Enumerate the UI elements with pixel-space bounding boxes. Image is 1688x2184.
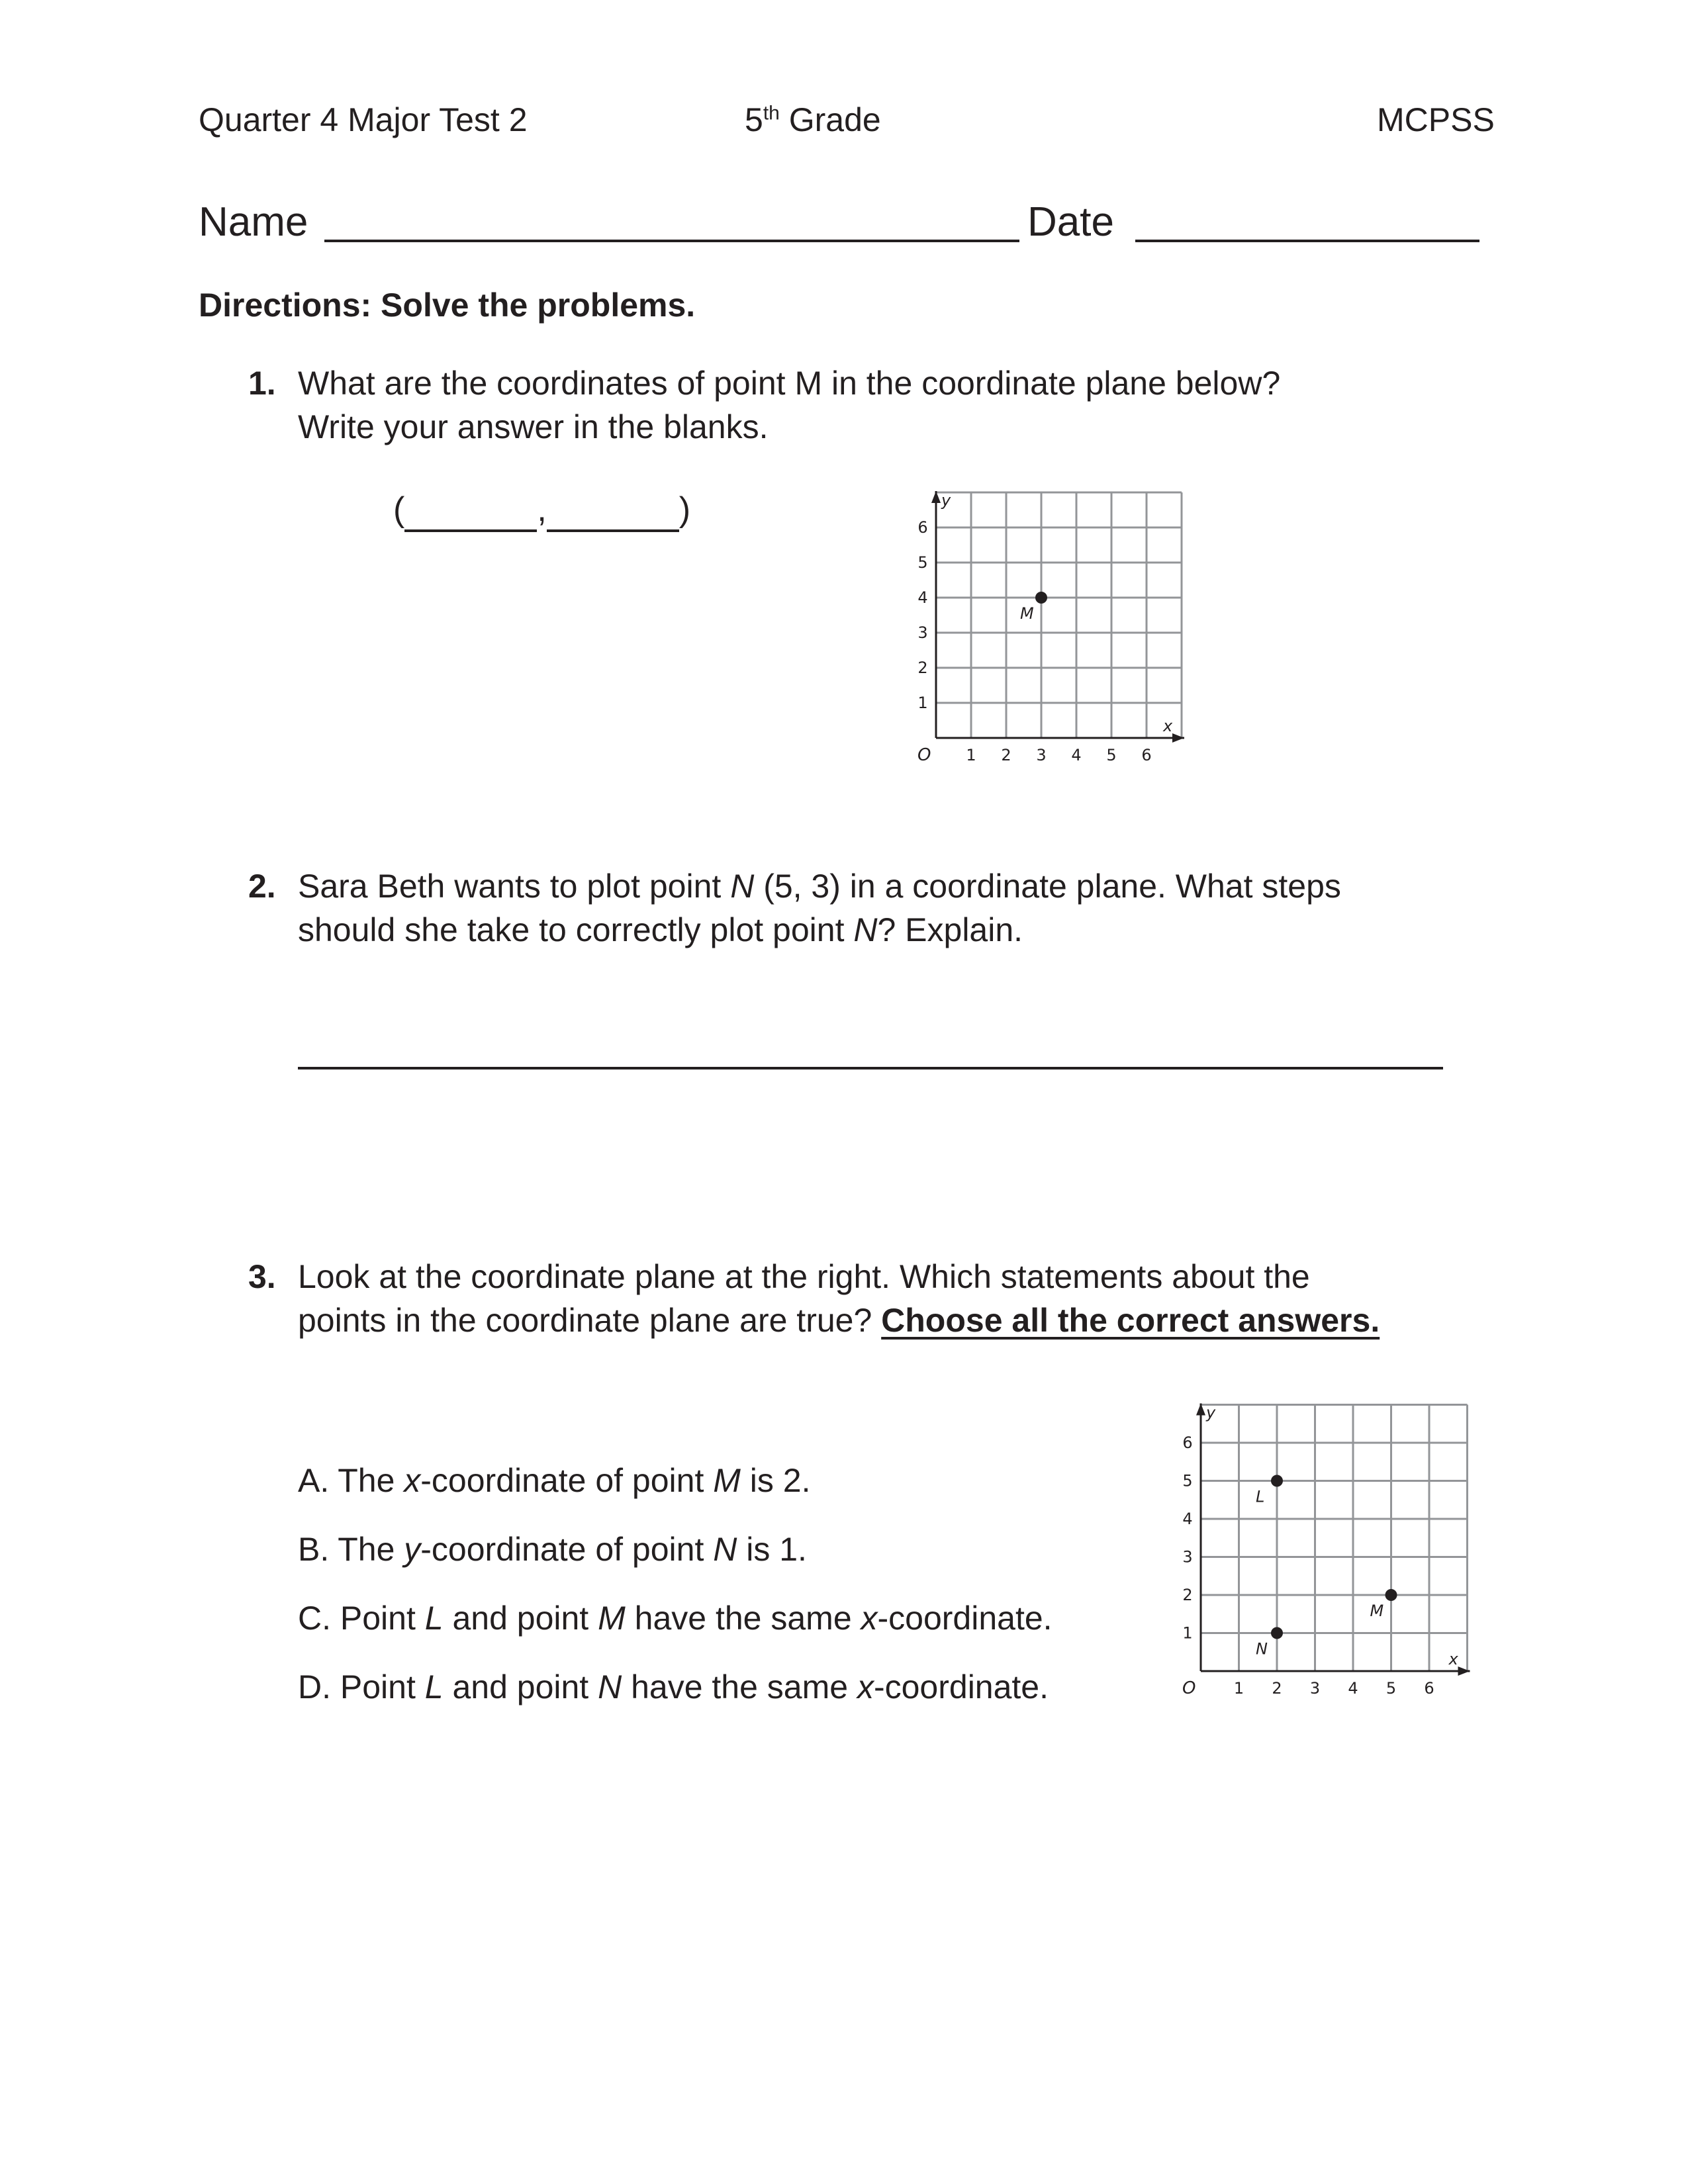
question-number: 3. xyxy=(248,1258,276,1295)
x-answer-blank[interactable] xyxy=(404,490,537,532)
question-number: 2. xyxy=(248,868,276,905)
text: C. Point xyxy=(298,1600,425,1637)
text: have the same xyxy=(622,1668,857,1706)
y-tick-label: 2 xyxy=(917,659,928,677)
point-label-M: M xyxy=(1370,1602,1384,1620)
y-answer-blank[interactable] xyxy=(547,490,679,532)
text: A. The xyxy=(298,1462,404,1499)
y-tick-label: 3 xyxy=(917,623,928,642)
origin-label: O xyxy=(917,745,931,765)
y-axis-label: y xyxy=(941,491,951,510)
point-N xyxy=(1271,1627,1283,1639)
x-tick-label: 3 xyxy=(1309,1679,1321,1698)
header-district: MCPSS xyxy=(1377,101,1495,138)
text: Sara Beth wants to plot point xyxy=(298,868,731,905)
text: -coordinate of point xyxy=(420,1462,714,1499)
coordinate-plane-1 xyxy=(880,477,1192,768)
text: -coordinate. xyxy=(873,1668,1049,1706)
question-text-line1: Look at the coordinate plane at the right. Which statements about the xyxy=(298,1258,1310,1295)
x-tick-label: 6 xyxy=(1424,1679,1434,1698)
question-3 xyxy=(248,1255,1605,1347)
point-L xyxy=(1271,1475,1283,1487)
question-text-line1 xyxy=(298,864,1341,908)
point-label: L xyxy=(424,1600,444,1637)
text: is 2. xyxy=(740,1462,811,1499)
text: -coordinate. xyxy=(877,1600,1053,1637)
text: x xyxy=(861,1600,878,1637)
point-label: N xyxy=(598,1668,622,1706)
x-tick-label: 5 xyxy=(1385,1679,1397,1698)
open-paren: ( xyxy=(393,490,405,529)
question-text-line1: What are the coordinates of point M in the coordinate plane below? xyxy=(298,365,1281,402)
question-text-line2: Write your answer in the blanks. xyxy=(298,408,769,445)
question-2 xyxy=(248,864,1572,957)
y-tick-label: 6 xyxy=(917,518,928,537)
emphasis-instruction: Choose all the correct answers. xyxy=(881,1302,1380,1339)
y-tick-label: 1 xyxy=(917,694,928,712)
y-tick-label: 4 xyxy=(1182,1510,1193,1528)
header-test-title: Quarter 4 Major Test 2 xyxy=(199,101,528,138)
option-b[interactable] xyxy=(298,1530,807,1569)
text: B. The xyxy=(298,1531,404,1568)
y-tick-label: 6 xyxy=(1182,1433,1193,1452)
text: -coordinate of point xyxy=(420,1531,714,1568)
point-label: M xyxy=(598,1600,626,1637)
y-tick-label: 5 xyxy=(1182,1471,1193,1490)
directions: Directions: Solve the problems. xyxy=(199,287,696,324)
point-M xyxy=(1035,592,1047,604)
point-label-N: N xyxy=(1256,1639,1268,1659)
point-label: L xyxy=(424,1668,444,1706)
close-paren: ) xyxy=(679,490,691,529)
name-label: Name xyxy=(199,199,308,245)
x-axis-label: x xyxy=(1448,1650,1458,1668)
y-axis-label: y xyxy=(1206,1403,1216,1422)
text: y xyxy=(404,1531,421,1568)
date-field[interactable] xyxy=(1135,240,1479,242)
question-text-line2 xyxy=(298,1298,1380,1342)
origin-label: O xyxy=(1182,1678,1196,1698)
x-tick-label: 4 xyxy=(1071,746,1082,764)
text: should she take to correctly plot point xyxy=(298,911,854,948)
text: have the same xyxy=(625,1600,861,1637)
point-label: N xyxy=(853,911,878,948)
x-tick-label: 2 xyxy=(1272,1679,1282,1698)
point-label: N xyxy=(730,868,755,905)
y-tick-label: 1 xyxy=(1182,1623,1193,1643)
grade-word: Grade xyxy=(779,101,881,138)
header-grade xyxy=(745,101,881,139)
x-axis-label: x xyxy=(1163,717,1173,735)
date-label: Date xyxy=(1027,199,1114,245)
y-tick-label: 4 xyxy=(917,588,928,607)
point-M xyxy=(1385,1589,1397,1601)
y-tick-label: 3 xyxy=(1182,1547,1193,1567)
text: (5, 3) in a coordinate plane. What steps xyxy=(754,868,1341,905)
text: D. Point xyxy=(298,1668,425,1706)
point-label: M xyxy=(713,1462,741,1499)
x-tick-label: 1 xyxy=(1233,1679,1244,1698)
x-tick-label: 2 xyxy=(1001,746,1011,764)
y-tick-label: 5 xyxy=(917,553,928,572)
option-d[interactable] xyxy=(298,1668,1049,1706)
question-text-line2 xyxy=(298,908,1023,952)
point-label-L: L xyxy=(1256,1487,1265,1506)
explanation-answer-line[interactable] xyxy=(298,1067,1443,1069)
question-number: 1. xyxy=(248,365,276,402)
text: points in the coordinate plane are true? xyxy=(298,1302,882,1339)
comma: , xyxy=(537,490,547,529)
y-tick-label: 2 xyxy=(1182,1586,1193,1604)
question-1 xyxy=(248,361,1572,454)
text: is 1. xyxy=(737,1531,807,1568)
grade-suffix: th xyxy=(763,102,780,124)
text: x xyxy=(404,1462,421,1499)
answer-coordinates xyxy=(393,490,690,532)
x-tick-label: 4 xyxy=(1348,1679,1358,1698)
point-label: N xyxy=(713,1531,737,1568)
option-c[interactable] xyxy=(298,1599,1053,1637)
name-field[interactable] xyxy=(324,240,1019,242)
coordinate-plane-2 xyxy=(1165,1390,1483,1707)
point-label-M: M xyxy=(1020,604,1034,623)
x-tick-label: 3 xyxy=(1036,746,1047,764)
text: ? Explain. xyxy=(877,911,1023,948)
text: x xyxy=(857,1668,874,1706)
text: and point xyxy=(443,1668,598,1706)
x-tick-label: 5 xyxy=(1106,746,1117,764)
x-tick-label: 6 xyxy=(1141,746,1152,764)
text: and point xyxy=(443,1600,598,1637)
option-a[interactable] xyxy=(298,1461,810,1500)
grade-number: 5 xyxy=(745,101,763,138)
x-tick-label: 1 xyxy=(966,746,976,764)
